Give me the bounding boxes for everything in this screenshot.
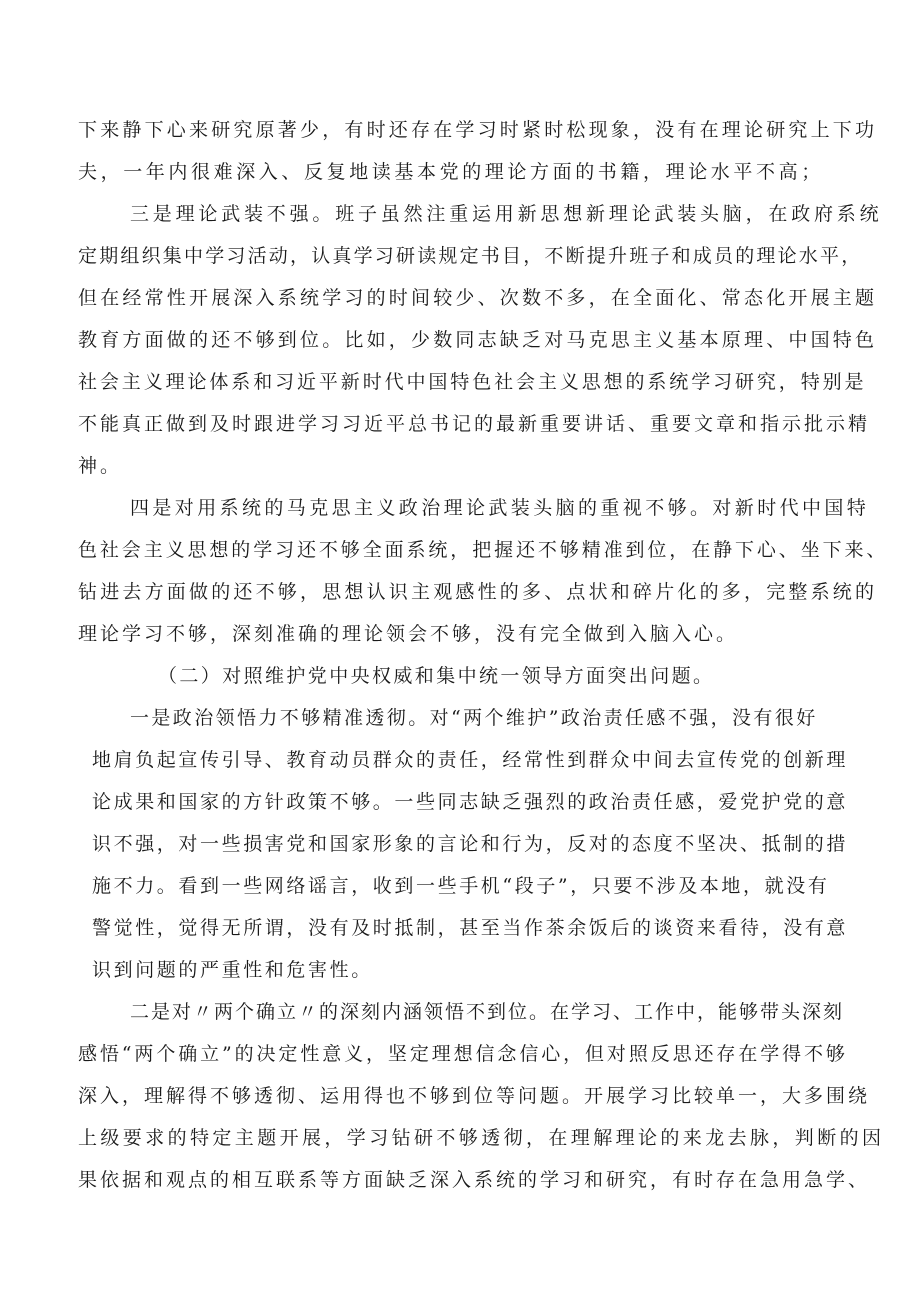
paragraph-line: 不能真正做到及时跟进学习习近平总书记的最新重要讲话、重要文章和指示批示精: [78, 413, 871, 435]
paragraph-line: 四是对用系统的马克思主义政治理论武装头脑的重视不够。对新时代中国特: [130, 497, 870, 519]
section-heading: （二）对照维护党中央权威和集中统一领导方面突出问题。: [158, 665, 715, 687]
paragraph-line: 三是理论武装不强。班子虽然注重运用新思想新理论武装头脑，在政府系统: [130, 203, 883, 225]
paragraph-line: 二是对〃两个确立〃的深刻内涵领悟不到位。在学习、工作中，能够带头深刻: [130, 1001, 845, 1023]
paragraph-line: 论成果和国家的方针政策不够。一些同志缺乏强烈的政治责任感，爱党护党的意: [92, 791, 849, 813]
paragraph-line: 地肩负起宣传引导、教育动员群众的责任，经常性到群众中间去宣传党的创新理: [92, 749, 849, 771]
paragraph-line: 深入，理解得不够透彻、运用得也不够到位等问题。开展学习比较单一，大多围绕: [78, 1085, 871, 1107]
paragraph-line: 钻进去方面做的还不够，思想认识主观感性的多、点状和碎片化的多，完整系统的: [78, 581, 878, 603]
paragraph-line: 识不强，对一些损害党和国家形象的言论和行为，反对的态度不坚决、抵制的措: [92, 833, 849, 855]
paragraph-line: 社会主义理论体系和习近平新时代中国特色社会主义思想的系统学习研究，特别是: [78, 371, 867, 393]
paragraph-line: 定期组织集中学习活动，认真学习研读规定书目，不断提升班子和成员的理论水平，: [78, 245, 863, 267]
paragraph-line: 教育方面做的还不够到位。比如，少数同志缺乏对马克思主义基本原理、中国特色: [78, 329, 878, 351]
paragraph-line: 识到问题的严重性和危害性。: [92, 959, 373, 981]
paragraph-line: 感悟“两个确立”的决定性意义，坚定理想信念信心，但对照反思还存在学得不够: [78, 1043, 848, 1065]
paragraph-line: 下来静下心来研究原著少，有时还存在学习时紧时松现象，没有在理论研究上下功: [78, 119, 878, 141]
paragraph-line: 果依据和观点的相互联系等方面缺乏深入系统的学习和研究，有时存在急用急学、: [78, 1169, 871, 1191]
paragraph-line: 但在经常性开展深入系统学习的时间较少、次数不多，在全面化、常态化开展主题: [78, 287, 878, 309]
paragraph-line: 一是政治领悟力不够精准透彻。对“两个维护”政治责任感不强，没有很好: [130, 707, 818, 729]
paragraph-line: 夫，一年内很难深入、反复地读基本党的理论方面的书籍，理论水平不高；: [78, 161, 824, 183]
paragraph-line: 警觉性，觉得无所谓，没有及时抵制，甚至当作茶余饭后的谈资来看待，没有意: [92, 917, 849, 939]
paragraph-line: 色社会主义思想的学习还不够全面系统，把握还不够精准到位，在静下心、坐下来、: [78, 539, 889, 561]
paragraph-line: 神。: [78, 455, 123, 477]
paragraph-line: 上级要求的特定主题开展，学习钻研不够透彻，在理解理论的来龙去脉，判断的因: [78, 1127, 885, 1149]
paragraph-line: 施不力。看到一些网络谣言，收到一些手机“段子”，只要不涉及本地，就没有: [92, 875, 830, 897]
paragraph-line: 理论学习不够，深刻准确的理论领会不够，没有完全做到入脑入心。: [78, 623, 739, 645]
